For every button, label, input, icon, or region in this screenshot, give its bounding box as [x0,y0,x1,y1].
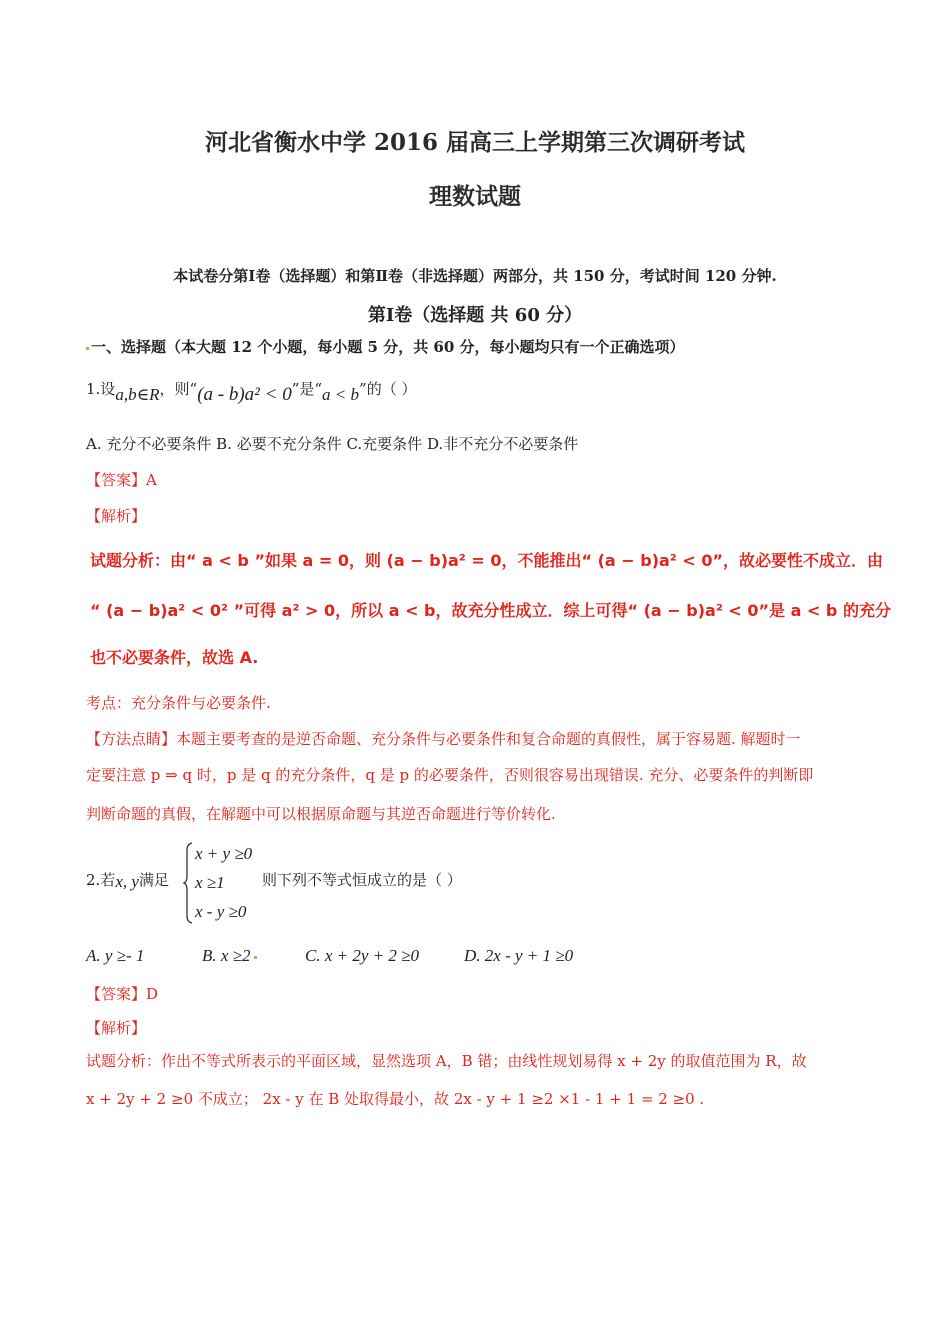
q2-option-b-text: B. x ≥2 [202,946,251,965]
q2-suffix: 则下列不等式恒成立的是（ ） [262,871,462,889]
document-subtitle: 理数试题 [429,183,521,210]
left-brace-icon [183,842,193,924]
part-one-title: 第Ⅰ卷（选择题 共 60 分） [367,305,583,326]
system-row-3: x - y ≥0 [195,902,247,921]
q2-mid: 满足 [138,871,169,889]
q2-analysis-label: 【解析】 [86,1019,147,1037]
system-row-1: x + y ≥0 [195,844,253,863]
document-title: 河北省衡水中学 2016 届高三上学期第三次调研考试 [204,129,746,156]
q2-option-d [464,946,573,966]
q1-analysis-label: 【解析】 [86,507,147,525]
q2-option-c [305,946,419,966]
q2-answer: 【答案】D [86,985,159,1003]
margin-mark [86,347,89,350]
q1-analysis-line-1: 试题分析：由“ a < b ”如果 a = 0，则 (a − b)a² = 0，不能推出“ (a − b)a² < 0”，故必要性不成立．由 [90,551,884,570]
q1-options: A. 充分不必要条件 B. 必要不充分条件 C.充要条件 D.非不充分不必要条件 [86,435,579,453]
q1-expression-1: (a - b)a² < 0 [197,384,292,405]
q1-condition: a,b∈R [115,385,160,404]
q1-answer: 【答案】A [86,471,157,489]
q2-option-c-text: C. x + 2y + 2 ≥0 [305,946,419,965]
q2-option-b [202,946,259,966]
q2-option-d-text: D. 2x - y + 1 ≥0 [464,946,574,965]
q1-method-line-3: 判断命题的真假，在解题中可以根据原命题与其逆否命题进行等价转化. [86,805,556,823]
q1-prefix: 1.设 [86,380,116,398]
exam-intro: 本试卷分第Ⅰ卷（选择题）和第Ⅱ卷（非选择题）两部分，共 150 分，考试时间 120 分钟. [173,267,777,285]
q2-option-a-text: A. y ≥- 1 [86,946,145,965]
section-heading-text: 一、选择题（本大题 12 个小题，每小题 5 分，共 60 分，每小题均只有一个正确选项） [91,338,685,356]
margin-mark [254,956,257,959]
q2-option-a [86,946,144,966]
system-row-2: x ≥1 [195,873,225,892]
q1-method-line-1: 【方法点睛】本题主要考查的是逆否命题、充分条件与必要条件和复合命题的真假性，属于容易题. 解题时一 [86,730,801,748]
q2-analysis-line-1: 试题分析：作出不等式所表示的平面区域，显然选项 A，B 错；由线性规划易得 x + 2y 的取值范围为 R，故 [86,1052,807,1070]
q2-prefix: 2.若 [86,871,116,889]
q2-prefix-line [86,869,169,890]
q1-suffix: ”的（ ） [359,380,417,398]
q1-analysis-line-3: 也不必要条件，故选 A. [90,648,259,667]
q1-mid2: ”是“ [291,380,323,398]
q1-method-line-2: 定要注意 p ⇒ q 时，p 是 q 的充分条件，q 是 p 的必要条件，否则很容易出现错误. 充分、必要条件的判断即 [86,766,814,784]
q2-variables: x, y [115,872,139,891]
q1-kaodian: 考点：充分条件与必要条件. [86,694,271,712]
q1-analysis-line-2: “ (a − b)a² < 0² ”可得 a² > 0，所以 a < b，故充分性成立．综上可得“ (a − b)a² < 0”是 a < b 的充分 [90,601,891,620]
q2-analysis-line-2: x + 2y + 2 ≥0 不成立； 2x - y 在 B 处取得最小，故 2x - y + 1 ≥2 ×1 - 1 + 1 = 2 ≥0 . [86,1090,705,1108]
section-heading [86,336,685,357]
q1-expression-2: a < b [322,385,360,404]
q1-mid1: ，则“ [159,380,198,398]
q2-inequality-system [183,842,273,924]
question-1 [86,378,417,405]
